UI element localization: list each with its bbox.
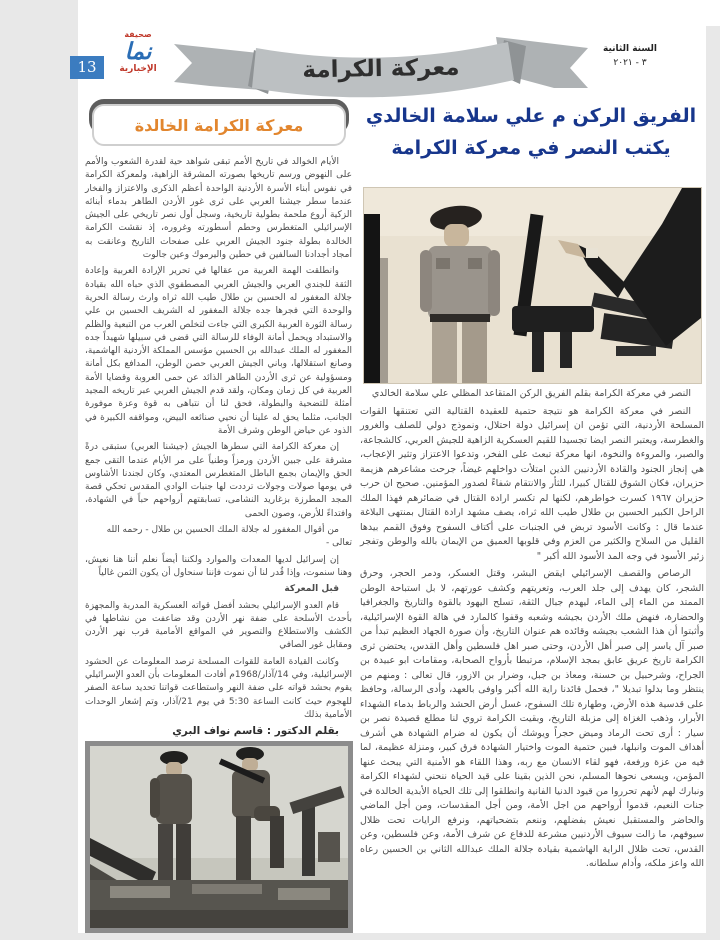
article-paragraph: قام العدو الإسرائيلي بحشد أفضل قواته العسكرية المدربة والمجهزة بأحدث الأسلحة على ضفة نهر الأردن وقد ضاعفت من نشاطها في الكشف والاستطلاع والتصوير في المواقع الأمامية قرب نهر الأردن ومقابل غور الصافي (85, 600, 352, 651)
soldiers-photo-graphic (90, 746, 348, 928)
article-paragraph: الرصاص والقصف الإسرائيلي ايقض البشر، وقتل العسكر، ودمر الحجر، وحرق الشجر، كان يهدف إلى جلد العرب، وتعريتهم وكشف عورتهم، لا بل استباحة الوطن الممتد من الماء إلى الماء، ليهدم جبال الثقة، تسلح اليهود بالقوة والتاريخ والجغرافيا والحضارة، فنهض ملك الأردن بجيشه وشعبه وقفوا كالمارد في هالة القوة الإسرائيلية، وأثبتوا أن هذا الشعب بجيشه وقائده هم عنوان التاريخ، وأن صورة الجهاد العظيم تبدأ من صبر آل ياسر إلى صبر أهل الأردن، وحتى صبر اهل فلسطين وأهل القدس، يحتضن ثرى الكرامة تاريخ عريق عابق بمجد الإسلام، مرتبطا بأرواح الصحابة، ومقامات ابو عبيدة بن الجراح، وشرحبيل بن حسنة، ومعاذ بن جبل، وضرار بن الازور، قال تعالى : ومنهم من ينتظر وما بدلوا تبديلا "، فحمل قائدنا راية الله أكبر واوفى بالعهد، وأدى الرسالة، وحافظ على قدسية هذه الأرض، وطهارة تلك السفوح، غسل أرض الحشد والرباط بدماء الشهداء الأبرار، وذهب الغزاة إلى مزبلة التاريخ، وبقيت الكرامة تروي لنا مطلع قصيدة نصر بن سيار : أرى تحت الرماد وميض حجراً ويوشك أن يكون له ضرام الشهادة هي أشرف أهداف الموت وانبلها، فبين حتمية الموت واختيار الشهادة فرق كبير، ومنزلة عظيمة، لما فيه من عزة ورفعة، فهو لقاء الانسان مع ربه، وهذا اللقاء هو الأمنية التي يبحث عنها المؤمن، ويسعى نحوها المسلم، نحن الذين بقينا على قيد الحياة ننحني لشهداء الكرامة ونبارك لهم لأنهم تحرروا من قيود الدنيا الفانية وانطلقوا إلى تلك الحياة الأبدية الخالدة في جنات النعيم، قدموا أرواحهم من اجل الأمة، ومن أجل المقدسات، ومن أجل الماضي والحاضر والمستقبل نعيش بفضلهم، وننعم بتضحياتهم، ونرفع الرايات تحت ظلال سيوفهم، ما زالت سيوف الأردنيين مشرعة للدفاع عن شرف الأمة، وعن فلسطين، وعن القدس، تحت ظلال الراية الهاشمية بقيادة جلالة الملك عبدالله الثاني بن الحسين رعاه الله واعز ملكه، وأدام سلطانه. (360, 568, 704, 869)
left-column-text (85, 156, 352, 741)
officer-photo-graphic (364, 188, 701, 383)
logo-tagline-bottom: الإخبارية (119, 64, 157, 75)
officer-photo (364, 188, 701, 383)
article-paragraph: وكانت القيادة العامة للقوات المسلحة ترصد المعلومات عن الحشود الإسرائيلية، وفي 14/آذار/1968م أفادت المعلومات بأن العدو الإسرائيلي يقوم بحشد قواته على ضفة النهر واستطاعت قواتنا تحديد ساعة الصفر للهجوم حيث كانت الساعة 5:30 في يوم 21/آذار، وتم إشعار الوحدات الأمامية بذلك (85, 656, 352, 720)
main-headline (358, 100, 704, 165)
issue-date: ٣ - ٢٠٢١ (613, 58, 647, 69)
article-paragraph: إن معركة الكرامة التي سطرها الجيش (جيشنا العربي) ستبقى درةً مشرقة على جبين الأردن ورمزاً وطنياً على مر الأيام عندما التقى جمع الحق والإيمان بجمع الباطل المتغطرس المعتدي، وكان لجندنا الأشاوس في يومها صولات وجولات ترددت لها جنبات الوادي المقدس تحكي قصة المجد المطرزة بزغاريد النشامى، تسابقتهم أرواحهم حباً في الشهادة، وافتداءً للأرض، وصون الحمى (85, 442, 352, 519)
headline-line2: يكتب النصر في معركة الكرامة (391, 137, 671, 160)
logo-tagline-top: صحيفة (124, 30, 152, 39)
soldiers-photo (85, 741, 353, 933)
page-margin-right (706, 26, 720, 940)
newspaper-logo (100, 31, 176, 75)
page-number-badge: 13 (70, 56, 104, 79)
quote-heading: من أقوال المغفور له جلالة الملك الحسين بن طلال - رحمه الله تعالى - (106, 525, 352, 549)
right-column-text (360, 387, 704, 875)
byline: بقلم الدكتور : قاسم نواف البري (172, 725, 339, 738)
banner-title: معركة الكرامة (302, 54, 460, 84)
article-paragraph: وانطلقت الهمة العربية من عقالها في تحرير الإرادة العربية وإعادة الثقة للجندي العربي والجيش العربي المصطفوي الذي حباه الله بقيادة جلالة المغفور له الحسين بن طلال طيب الله ثراه وارث رسالة الحرية والوحدة التي فجرها جده جلالة المغفور له الشريف الحسين بن علي رسالة الثورة العربية الكبرى التي جاءت لتخلص العرب من التبعية والظلم والاستبداد ويحمل أمانة الوفاء للرسالة التي قضى في سبيلها شهيداً جده المغفور له الملك عبدالله بن الحسين مؤسس المملكة الأردنية الهاشمية، وصانع استقلالها، وباني الجيش العربي حصن الوطن، المدافع بكل أمانة ومسؤولية عن ثرى الأردن الطاهر الذائد عن حمى العروبة وقضايا الأمة العربية في كل زمان ومكان، ولقد قدم الجيش العربي عبر تاريخه المجيد أمثلة للتضحية والبطولة، فحق لنا أن نتباهى به قوة وعزة موفورة الجانب، مثلما يحق له علينا أن نحيي صنائعه البيض، ومواقفه الكبيرة في الذود عن حياض الوطن وشرف الأمة (85, 266, 352, 436)
banner-ribbon (170, 28, 592, 108)
issue-year-label: السنة الثانية (603, 44, 657, 54)
article-paragraph: النصر في معركة الكرامة هو نتيجة حتمية للعقيدة القتالية التي تعتنقها القوات المسلحة الأردنية، التي تؤمن ان إسرائيل دولة احتلال، ونموذج دولي للصلف والغرور والغطرسة، ويعتبر النصر ايضا تجسيدا للقيم العسكرية الزاهية للجيش العربي، كالشجاعة، والصبر، والمروءة والنخوة، انها معركة تبعث على الفخر، وتدعوا الاعتزاز وتثير الإعجاب، هي إنجاز الجنود والقادة الأردنيين الذين امتلأت دواخلهم غيضاً، جرحت مشاعرهم هزيمة حزيران، فكان الشوق للقتال كبيرا، للثأر والانتقام شفاءً لصدور المؤمنين. صحيح ان حرب حزيران ١٩٦٧ كسرت خواطرهم، لكنها لم تكسر ارادة القتال في ضمائرهم فهذا الملك الراحل الكبير الحسين بن طلال طيب الله ثراه، يصف مشهد ارادة القتال بمنتهى البلاغة عندما قال : وكانت الأسود تربض في الجنبات على أكتاف السفوح وفوق القمم بيدها القليل من السلاح والكثير من العزم وفي قلوبها العميق من الإيمان بالله والوطن وتفجر زئير الأسود في وجه المد الأسود الله أكبر " (360, 405, 705, 562)
page-margin-left (0, 0, 78, 940)
logo-name: نما (124, 38, 152, 65)
article-paragraph: الأيام الخوالد في تاريخ الأمم تبقى شواهد حية لقدرة الشعوب والأمم على النهوض ورسم تاريخها بصورته المشرقة الزاهية، ولمعركة الكرامة في نفوس أبناء الأسرة الأردنية الواحدة أعظم الذكرى والاعتزاز والفخار عندما سطر جيشنا العربي على ثرى غور الأردن الطاهر بدماء أبنائه الزكية أروع ملحمة بطولية تاريخية، وسجل أول نصر تاريخي على الجيش الإسرائيلي المتغطرس وحطم أسطورته وغروره، إذ نقشت الكرامة الخالدة بطولة جنود الجيش العربي على صفحات التاريخ وعانقت به أمجاد أجدادنا السالفين في حطين واليرموك وعين جالوت (85, 157, 352, 261)
subheading-before-battle: قبل المعركة (284, 584, 339, 595)
headline-line1: الفريق الركن م علي سلامة الخالدي (365, 105, 697, 127)
page-margin-bottom (78, 933, 706, 940)
section-title: معركة الكرامة الخالدة (134, 115, 304, 135)
issue-info (588, 42, 672, 71)
section-title-box (92, 104, 346, 146)
article-intro-line: النصر في معركة الكرامة بقلم الفريق الركن المتقاعد المظلي علي سلامة الخالدي (371, 388, 691, 399)
quote-text: إن إسرائيل لديها المعدات والموارد ولكننا أيضاً نعلم أننا هنا نعيش، وهنا سنموت، وإذا قُدر لنا أن نموت فإننا سنحاول أن يكون الثمن غالياً (85, 554, 352, 578)
